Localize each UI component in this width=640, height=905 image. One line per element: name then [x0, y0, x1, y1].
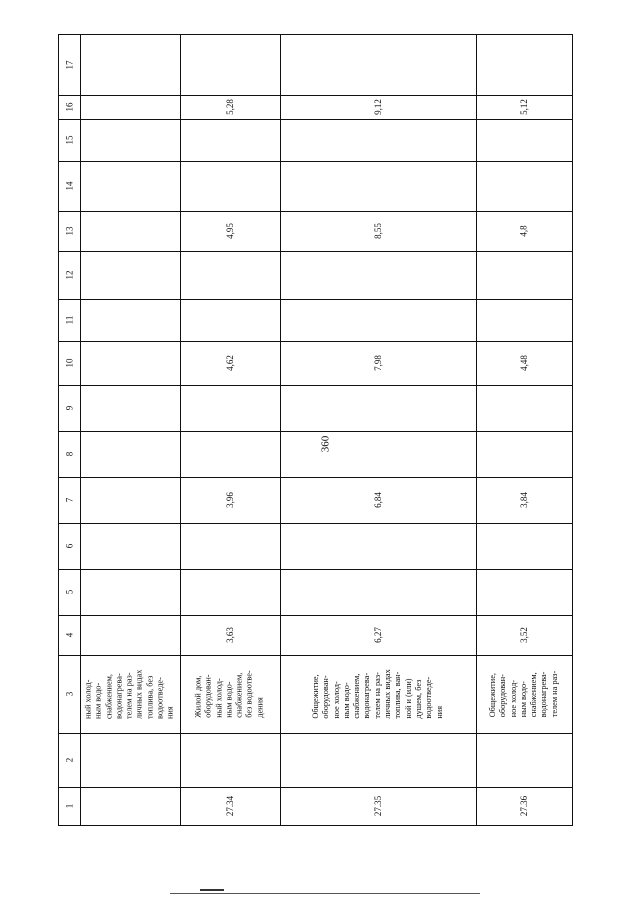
row-code: 27.35	[373, 795, 383, 817]
description-line: водонагрева-	[362, 672, 372, 719]
description-line: ным водо-	[518, 681, 528, 718]
description-line: ным водо-	[93, 682, 103, 719]
header-cell: 12	[64, 270, 75, 280]
header-cell: 5	[64, 589, 75, 595]
value-cell: 3,63	[225, 627, 235, 643]
description-line: ной и (или)	[403, 678, 413, 719]
description-line: душем, без	[414, 679, 424, 719]
description-line: снабжением,	[352, 673, 362, 719]
description-text	[311, 669, 445, 718]
header-cell: 13	[64, 226, 75, 236]
description-line: ния	[166, 706, 176, 719]
header-cell: 6	[64, 543, 75, 549]
value-cell: 9,12	[373, 99, 383, 115]
value-cell: 4,62	[225, 355, 235, 371]
page-number: 360	[319, 435, 331, 453]
description-text	[488, 671, 560, 718]
header-cell: 11	[64, 315, 75, 325]
description-line: оборудован-	[204, 674, 214, 718]
description-line: Общежитие,	[487, 672, 497, 718]
row-code: 27.36	[519, 795, 529, 817]
description-line: ным водо-	[341, 682, 351, 719]
description-line: телем на раз-	[549, 670, 559, 718]
description-line: оборудован-	[498, 674, 508, 718]
column-border	[59, 733, 572, 734]
description-line: личных видах	[135, 669, 145, 719]
value-cell: 3,84	[519, 492, 529, 508]
description-line: ным водо-	[224, 681, 234, 718]
row-description	[476, 655, 572, 733]
description-line: ный холод-	[83, 679, 93, 719]
description-line: водоотведе-	[424, 676, 434, 719]
description-line: телем на раз-	[372, 672, 382, 719]
description-line: водонагрева-	[114, 672, 124, 719]
description-line: дения	[255, 697, 265, 718]
column-border	[59, 431, 572, 432]
header-cell: 10	[64, 358, 75, 368]
data-table	[58, 34, 573, 826]
column-border	[59, 569, 572, 570]
header-cell: 8	[64, 451, 75, 457]
description-line: топлива, ван-	[393, 671, 403, 719]
description-text	[194, 670, 266, 717]
header-cell: 17	[64, 60, 75, 70]
header-cell: 1	[64, 803, 75, 809]
value-cell: 5,28	[225, 99, 235, 115]
description-line: снабжением,	[235, 672, 245, 718]
footer-mark	[200, 889, 224, 891]
value-cell: 6,27	[373, 627, 383, 643]
description-line: телем на раз-	[124, 672, 134, 719]
row-code: 27.34	[225, 795, 235, 817]
value-cell: 6,84	[373, 492, 383, 508]
value-cell: 4,48	[519, 355, 529, 371]
description-line: без водоотве-	[245, 670, 255, 718]
column-border	[59, 251, 572, 252]
value-cell: 7,98	[373, 355, 383, 371]
description-line: оборудован-	[321, 675, 331, 719]
column-border	[59, 119, 572, 120]
header-cell: 14	[64, 181, 75, 191]
footer-line	[170, 893, 480, 894]
value-cell: 3,52	[519, 627, 529, 643]
description-line: ния	[434, 706, 444, 719]
column-border	[59, 523, 572, 524]
header-cell: 16	[64, 102, 75, 112]
column-border	[59, 299, 572, 300]
header-cell: 3	[64, 691, 75, 697]
description-line: снабжением,	[529, 672, 539, 718]
description-line: ный холод-	[214, 678, 224, 718]
description-line: ное холод-	[508, 679, 518, 718]
description-line: личных видах	[383, 669, 393, 719]
header-cell: 7	[64, 497, 75, 503]
column-border	[59, 161, 572, 162]
description-text	[84, 669, 177, 718]
row-description	[280, 655, 476, 733]
description-line: ное холод-	[331, 681, 341, 719]
value-cell: 8,55	[373, 223, 383, 239]
header-cell: 2	[64, 757, 75, 763]
description-line: Жилой дом,	[193, 675, 203, 718]
value-cell: 5,12	[519, 99, 529, 115]
description-line: Общежитие,	[311, 674, 321, 719]
value-cell: 4,95	[225, 223, 235, 239]
column-border	[59, 385, 572, 386]
value-cell: 4,8	[519, 225, 529, 237]
value-cell: 3,96	[225, 492, 235, 508]
description-line: водонагрева-	[539, 671, 549, 718]
header-cell: 15	[64, 135, 75, 145]
description-line: топлива, без	[145, 675, 155, 719]
header-cell: 9	[64, 405, 75, 411]
row-description	[180, 655, 280, 733]
header-cell: 4	[64, 632, 75, 638]
row-description	[80, 655, 180, 733]
description-line: снабжением,	[104, 673, 114, 719]
description-line: водоотведе-	[155, 676, 165, 719]
